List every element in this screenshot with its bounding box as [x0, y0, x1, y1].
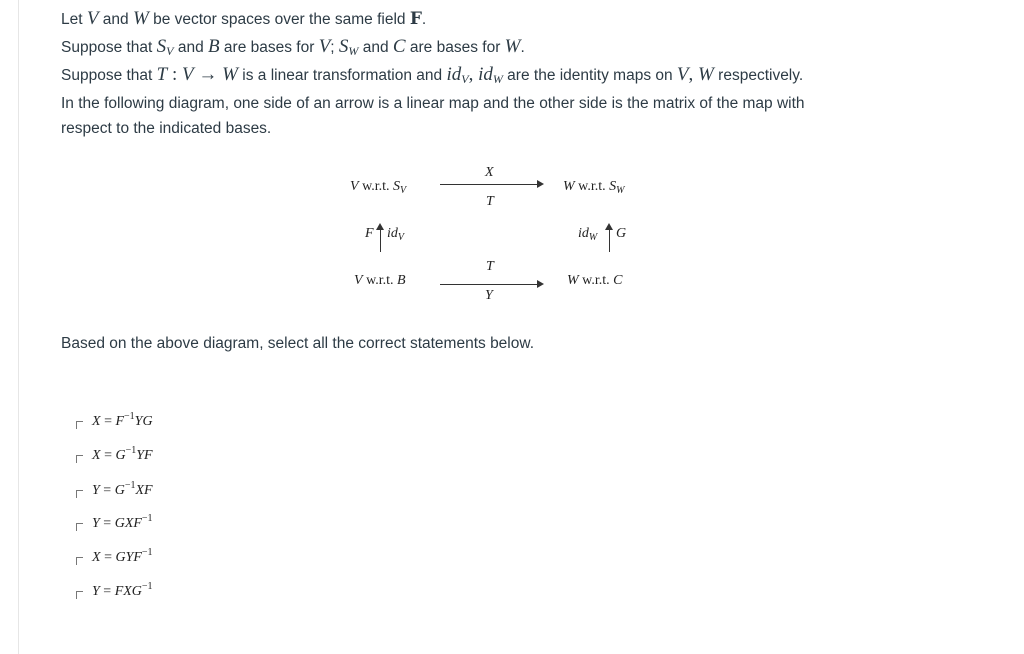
top-arrow-matrix-label: X	[485, 165, 494, 180]
problem-line-5: respect to the indicated bases.	[61, 120, 272, 137]
option-1[interactable]	[76, 412, 153, 432]
content-left-border	[18, 0, 19, 654]
option-5[interactable]	[76, 548, 153, 568]
option-checkbox[interactable]	[76, 490, 83, 498]
top-arrow-map-label: T	[486, 194, 494, 209]
bottom-arrow-map-label: T	[486, 259, 494, 274]
question-prompt: Based on the above diagram, select all the correct statements below.	[61, 335, 535, 352]
option-3[interactable]	[76, 481, 153, 501]
problem-line-3: Suppose that T : V → W is a linear transformation and $id_V$, $id_W$ are the identity maps on V, W respectively.	[61, 64, 804, 86]
option-label: $X = F^{-1}YG$	[92, 411, 153, 429]
option-checkbox[interactable]	[76, 591, 83, 599]
top-arrow-head-icon	[537, 180, 544, 188]
option-6[interactable]	[76, 582, 153, 602]
option-label: $Y = G^{-1}XF$	[92, 480, 153, 498]
right-arrow-line	[609, 229, 610, 252]
problem-line-1: Let V and W be vector spaces over the same field F.	[61, 8, 427, 29]
option-2[interactable]	[76, 446, 153, 466]
left-arrow-line	[380, 229, 381, 252]
node-bottom-left: V w.r.t. B	[354, 273, 406, 288]
bottom-arrow-line	[440, 284, 537, 285]
right-arrow-matrix-label: G	[616, 226, 627, 241]
problem-line-2: Suppose that $S_V$ and B are bases for V; $S_W$ and C are bases for W.	[61, 36, 525, 58]
option-label: $X = G^{-1}YF$	[92, 445, 153, 463]
problem-line-4: In the following diagram, one side of an arrow is a linear map and the other side is the matrix of the map with	[61, 95, 805, 112]
bottom-arrow-head-icon	[537, 280, 544, 288]
option-checkbox[interactable]	[76, 557, 83, 565]
option-label: $X = GYF^{-1}$	[92, 547, 153, 565]
option-checkbox[interactable]	[76, 421, 83, 429]
node-top-left: V w.r.t. $S_V$	[350, 179, 407, 196]
option-label: $Y = GXF^{-1}$	[92, 513, 153, 531]
option-4[interactable]	[76, 514, 153, 534]
node-bottom-right: W w.r.t. C	[567, 273, 623, 288]
right-arrow-map-label: $id_W$	[578, 226, 598, 243]
option-checkbox[interactable]	[76, 455, 83, 463]
top-arrow-line	[440, 184, 537, 185]
left-arrow-map-label: $id_V$	[387, 226, 404, 243]
bottom-arrow-matrix-label: Y	[485, 288, 493, 303]
node-top-right: W w.r.t. $S_W$	[563, 179, 625, 196]
option-checkbox[interactable]	[76, 523, 83, 531]
left-arrow-matrix-label: F	[365, 226, 374, 241]
option-label: $Y = FXG^{-1}$	[92, 581, 153, 599]
